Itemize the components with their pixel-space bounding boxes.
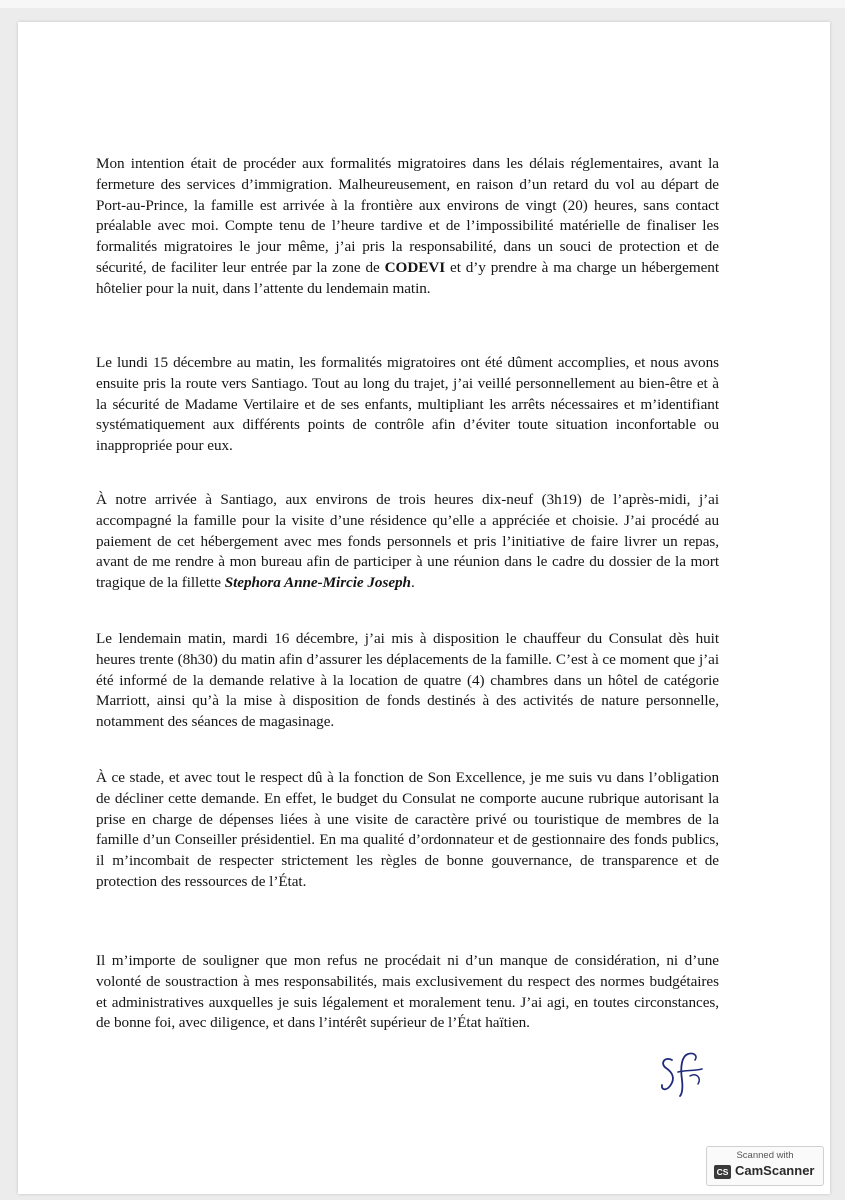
paragraph-5-text: À ce stade, et avec tout le respect dû à la fonction de Son Excellence, je me suis vu dans l’obligation de décliner cette demande. En effet, le budget du Consulat ne comporte aucune rubrique autorisant la prise en charge de dépenses liées à une visite de caractère privé ou touristique de membres de la famille d’un Conseiller présidentiel. En ma qualité d’ordonnateur et de gestionnaire des fonds publics, il m’incombait de respecter strictement les règles de bonne gouvernance, de transparence et de protection des ressources de l’État.: [96, 769, 719, 890]
paragraph-6-text: Il m’importe de souligner que mon refus ne procédait ni d’un manque de considération, ni d’une volonté de soustraction à mes responsabilités, mais exclusivement du respect des normes budgétaires et administratives auxquelles je suis légalement et moralement tenu. J’ai agi, en toutes circonstances, de bonne foi, avec diligence, et dans l’intérêt supérieur de l’État haïtien.: [96, 952, 719, 1032]
scanned-with-label: Scanned with: [736, 1150, 794, 1161]
paragraph-4-text: Le lendemain matin, mardi 16 décembre, j’ai mis à disposition le chauffeur du Consulat dès huit heures trente (8h30) du matin afin d’assurer les déplacements de la famille. C’est à ce moment que j’ai été informé de la demande relative à la location de quatre (4) chambres dans un hôtel de catégorie Marriott, ainsi qu’à la mise à disposition de fonds destinés à des activités de nature personnelle, notamment des séances de magasinage.: [96, 630, 719, 731]
paragraph-3-text-b: .: [410, 574, 415, 592]
victim-name: Stephora Anne-Mircie Joseph: [224, 574, 411, 592]
handwritten-signature: [658, 1050, 708, 1098]
paragraph-1-text-b: et d’y prendre à ma charge un hébergement hôtelier pour la nuit, dans l’attente du lendemain matin.: [96, 258, 719, 297]
paragraph-5: [96, 768, 719, 893]
paragraph-4: [96, 629, 719, 733]
paragraph-2: [96, 353, 719, 457]
camscanner-logo-icon: CS: [714, 1165, 731, 1179]
camscanner-name: CamScanner: [735, 1163, 815, 1178]
paragraph-6: [96, 951, 719, 1034]
paragraph-2-text: Le lundi 15 décembre au matin, les formalités migratoires ont été dûment accomplies, et nous avons ensuite pris la route vers Santiago. Tout au long du trajet, j’ai veillé personnellement au bien-être et à la sécurité de Madame Vertilaire et de ses enfants, multipliant les arrêts nécessaires et m’identifiant systématiquement aux différents points de contrôle afin d’éviter toute situation inconfortable ou inappropriée pour eux.: [96, 354, 719, 455]
codevi-keyword: CODEVI: [384, 258, 446, 276]
paragraph-3: [96, 490, 719, 594]
paragraph-3-text-a: À notre arrivée à Santiago, aux environs de trois heures dix-neuf (3h19) de l’après-midi, j’ai accompagné la famille pour la visite d’une résidence qu’elle a appréciée et choisie. J’ai procédé au paiement de cet hébergement avec mes fonds personnels et pris l’initiative de faire livrer un repas, avant de me rendre à mon bureau afin de participer à une réunion dans le cadre du dossier de la mort tragique de la fillette: [96, 491, 719, 592]
paragraph-1: [96, 154, 719, 300]
camscanner-badge: [706, 1146, 824, 1186]
paragraph-1-text-a: Mon intention était de procéder aux formalités migratoires dans les délais réglementaires, avant la fermeture des services d’immigration. Malheureusement, en raison d’un retard du vol au départ de Port-au-Prince, la famille est arrivée à la frontière aux environs de vingt (20) heures, sans contact préalable avec moi. Compte tenu de l’heure tardive et de l’impossibilité matérielle de finaliser les formalités migratoires le jour même, j’ai pris la responsabilité, dans un souci de protection et de sécurité, de faciliter leur entrée par la zone de: [96, 155, 719, 276]
top-strip: [0, 0, 845, 8]
